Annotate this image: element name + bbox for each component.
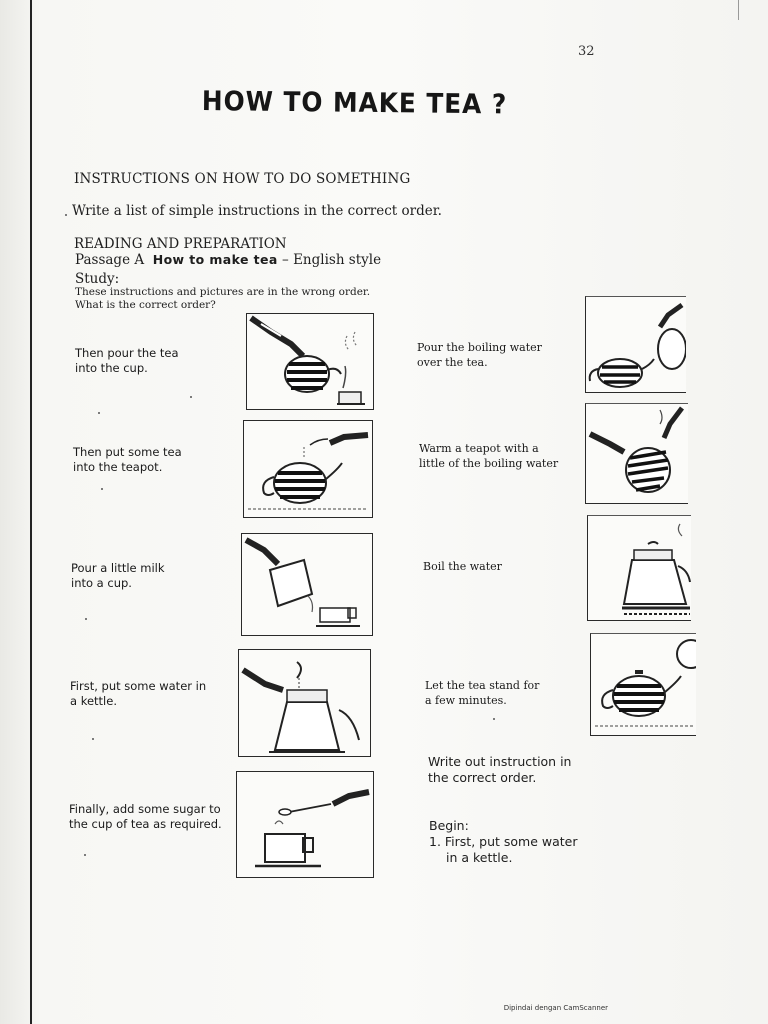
left-step-2 (73, 445, 182, 475)
scan-speck (190, 396, 192, 398)
scan-speck (85, 618, 87, 620)
picture-put-water-in-kettle (238, 649, 371, 757)
step-text: little of the boiling water (419, 457, 559, 470)
task-text: Write a list of simple instructions in the correct order. (72, 203, 442, 219)
scan-speck (493, 718, 495, 720)
study-line-1: These instructions and pictures are in the wrong order. (75, 286, 371, 298)
page-edge-line (30, 0, 32, 1024)
passage-line (75, 252, 381, 268)
begin-label: Begin: (429, 818, 469, 833)
left-step-5 (69, 802, 222, 832)
step-text: Pour the boiling water (417, 341, 542, 354)
picture-tea-stand (590, 633, 696, 736)
step-text: over the tea. (417, 356, 488, 369)
passage-title: How to make tea (152, 252, 278, 267)
instruction-text: the correct order. (428, 770, 537, 785)
right-step-4 (425, 678, 539, 708)
scan-speck (101, 488, 103, 490)
scan-speck (92, 738, 94, 740)
left-step-3 (71, 561, 165, 591)
step-text: First, put some water in (70, 679, 207, 693)
picture-pour-boiling-water (585, 296, 686, 393)
step-text: Finally, add some sugar to (69, 802, 221, 816)
begin-line: in a kettle. (446, 850, 513, 865)
scan-speck (65, 214, 67, 216)
begin-line: 1. First, put some water (429, 834, 578, 849)
page-title: HOW TO MAKE TEA ? (201, 86, 508, 121)
step-text: the cup of tea as required. (69, 817, 222, 831)
left-step-1 (75, 346, 179, 376)
write-out-instruction (428, 754, 571, 786)
picture-put-tea-into-teapot (243, 420, 373, 518)
step-text: Let the tea stand for (425, 679, 540, 692)
study-line-2: What is the correct order? (75, 299, 216, 311)
study-label: Study: (75, 271, 120, 287)
right-step-3 (423, 559, 502, 574)
page-number: 32 (578, 44, 595, 59)
reading-heading: READING AND PREPARATION (74, 236, 287, 252)
step-text: Then put some tea (73, 445, 182, 459)
step-text: a few minutes. (425, 694, 507, 707)
scan-speck (84, 854, 86, 856)
picture-warm-teapot (585, 403, 688, 504)
page-edge-mark (738, 0, 739, 20)
picture-add-sugar (236, 771, 374, 878)
step-text: Pour a little milk (71, 561, 165, 575)
instruction-text: Write out instruction in (428, 754, 572, 769)
picture-pour-milk-into-cup (241, 533, 373, 636)
section-heading: INSTRUCTIONS ON HOW TO DO SOMETHING (74, 171, 411, 187)
left-step-4 (70, 679, 206, 709)
picture-boil-water (587, 515, 691, 621)
passage-prefix: Passage A (75, 252, 145, 268)
step-text: into a cup. (71, 576, 132, 590)
step-text: Warm a teapot with a (419, 442, 539, 455)
step-text: into the cup. (75, 361, 148, 375)
step-text: Boil the water (423, 560, 502, 573)
passage-suffix: – English style (277, 252, 382, 268)
scan-speck (98, 412, 100, 414)
scanner-footer: Dipindai dengan CamScanner (503, 1004, 608, 1012)
step-text: into the teapot. (73, 460, 163, 474)
step-text: a kettle. (70, 694, 117, 708)
step-text: Then pour the tea (75, 346, 179, 360)
begin-block (429, 818, 578, 866)
right-step-1 (417, 340, 542, 370)
picture-pour-tea-into-cup (246, 313, 374, 410)
right-step-2 (419, 441, 558, 471)
